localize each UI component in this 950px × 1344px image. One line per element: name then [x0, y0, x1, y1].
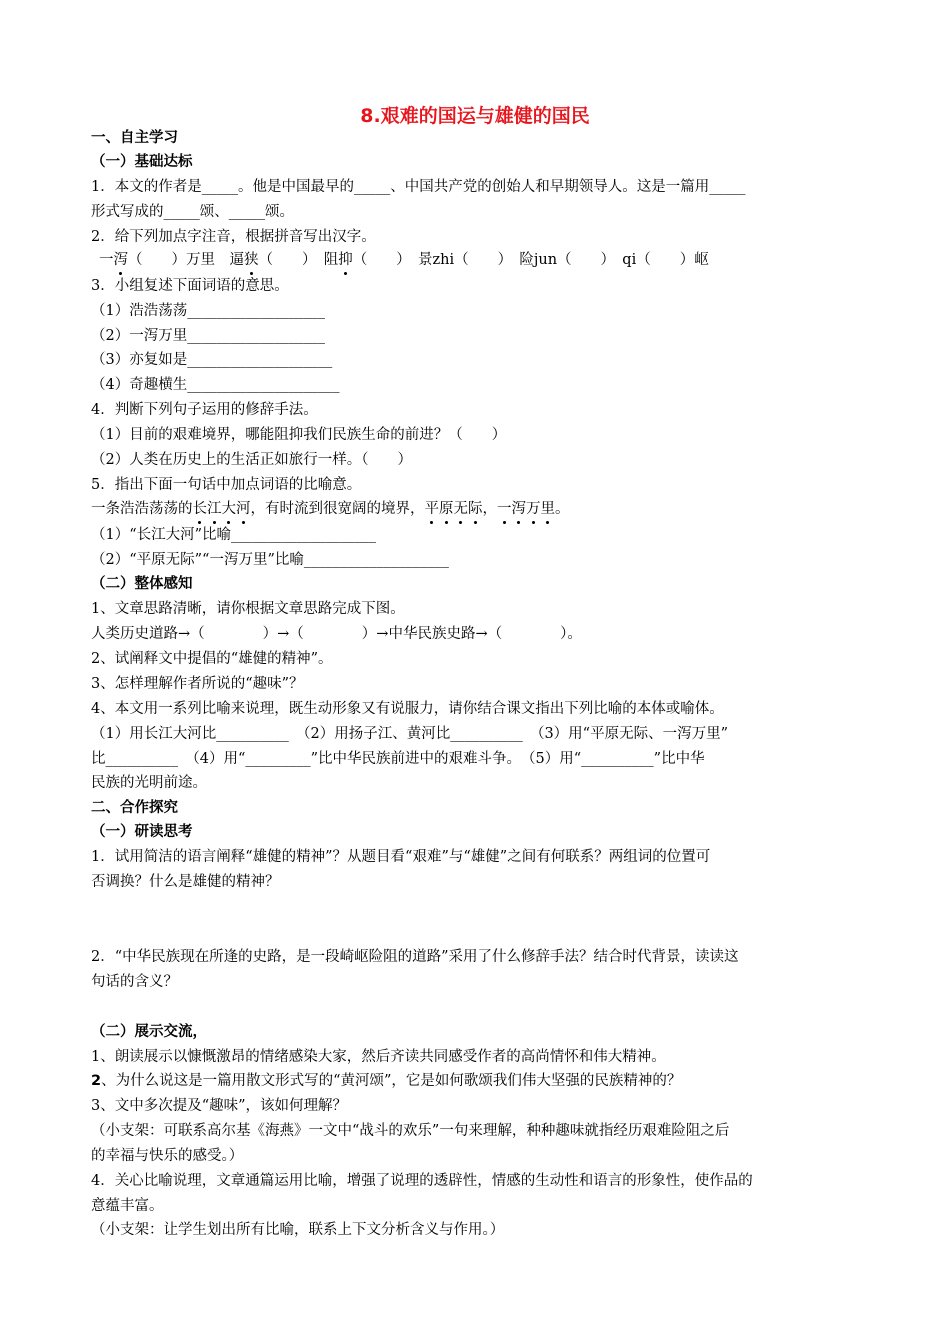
word-text: 一 [99, 252, 114, 268]
word-text: （ ） [258, 252, 324, 268]
question-3-item-4: （4）奇趣横生_____________________ [91, 377, 340, 393]
dotted-char: 一 [497, 501, 512, 517]
exchange-item-4-line-1: 4．关心比喻说理，文章通篇运用比喻，增强了说理的透辟性，情感的生动性和语言的形象性，使作品的 [91, 1173, 753, 1189]
dotted-char: 大 [221, 501, 236, 517]
sentence-text: ， [482, 501, 497, 517]
overall-question-3: 3、怎样理解作者所说的“趣味”？ [91, 676, 304, 692]
study-question-2-line-2: 句话的含义？ [91, 974, 178, 990]
question-5-item-2: （2）“平原无际”“一泻万里”比喻____________________ [91, 552, 449, 568]
overall-question-4: 4、本文用一系列比喻来说理，既生动形象又有说服力，请你结合课文指出下列比喻的本体或喻体。 [91, 701, 724, 717]
exchange-item-3-note-line-1: （小支架：可联系高尔基《海燕》一文中“战斗的欢乐”一句来理解，种种趣味就指经历艰难险阻之后 [91, 1123, 730, 1139]
question-2: 2．给下列加点字注音，根据拼音写出汉字。 [91, 229, 376, 245]
word-text: （ ）万里 [128, 252, 230, 268]
dotted-char: 河 [236, 501, 251, 517]
dotted-char: 万 [526, 501, 541, 517]
study-question-1-line-1: 1．试用简洁的语言阐释“雄健的精神”？从题目看“艰难”与“雄健”之间有何联系？两组词的位置可 [91, 849, 711, 865]
word-text: 逼 [229, 252, 244, 268]
word-text: （ ） 景zhi（ ） 险jun（ ） qi（ ）岖 [352, 252, 709, 268]
exchange-item-4-line-2: 意蕴丰富。 [91, 1198, 164, 1214]
question-3: 3．小组复述下面词语的意思。 [91, 278, 289, 294]
question-4-item-2: （2）人类在历史上的生活正如旅行一样。（ ） [91, 452, 412, 468]
exchange-item-2 [91, 1071, 866, 1091]
question-3-item-3: （3）亦复如是____________________ [91, 352, 333, 368]
question-5-item-1: （1）“长江大河”比喻____________________ [91, 527, 377, 543]
dotted-char: 际 [468, 501, 483, 517]
exchange-item-3: 3、文中多次提及“趣味”，该如何理解？ [91, 1098, 348, 1114]
dotted-char: 原 [439, 501, 454, 517]
dotted-char: 狭 [244, 252, 259, 268]
subsection-heading-exchange: （二）展示交流， [91, 1024, 207, 1040]
exchange-item-3-note-line-2: 的幸福与快乐的感受。） [91, 1148, 244, 1164]
item-number: 2 [91, 1073, 102, 1089]
subsection-heading-study: （一）研读思考 [91, 824, 193, 840]
dotted-char: 抑 [338, 252, 353, 268]
study-question-1-line-2: 否调换？什么是雄健的精神？ [91, 874, 280, 890]
dotted-char: 泻 [113, 252, 128, 268]
question-3-item-2: （2）一泻万里___________________ [91, 328, 325, 344]
dotted-char: 里 [540, 501, 555, 517]
overall-question-2: 2、试阐释文中提倡的“雄健的精神”。 [91, 651, 333, 667]
section-heading-1: 一、自主学习 [91, 130, 178, 146]
question-2-items [99, 250, 874, 270]
question-1-line-1: 1．本文的作者是_____。他是中国最早的_____、中国共产党的创始人和早期领导人。这是一篇用_____ [91, 179, 746, 195]
overall-question-4-line-3: 民族的光明前途。 [91, 775, 207, 791]
sentence-text: 。 [555, 501, 570, 517]
exchange-item-1: 1、朗读展示以慷慨激昂的情绪感染大家，然后齐读共同感受作者的高尚情怀和伟大精神。 [91, 1049, 666, 1065]
dotted-phrase [497, 501, 555, 517]
question-4-item-1: （1）目前的艰难境界，哪能阻抑我们民族生命的前进？（ ） [91, 427, 507, 443]
dotted-char: 长 [192, 501, 207, 517]
exchange-item-4-note: （小支架：让学生划出所有比喻，联系上下文分析含义与作用。） [91, 1222, 505, 1238]
page-title: 8.艰难的国运与雄健的国民 [360, 105, 590, 127]
dotted-phrase [425, 501, 483, 517]
overall-flow-diagram: 人类历史道路→（ ）→（ ）→中华民族史路→（ ）。 [91, 626, 582, 642]
subsection-heading-overall: （二）整体感知 [91, 576, 193, 592]
dotted-char: 江 [207, 501, 222, 517]
overall-question-4-line-1: （1）用长江大河比__________ （2）用扬子江、黄河比__________ （3）用“平原无际、一泻万里” [91, 726, 728, 742]
sentence-text: ，有时流到很宽阔的境界， [250, 501, 425, 517]
question-5-sentence [91, 499, 866, 519]
subsection-heading-basic: （一）基础达标 [91, 154, 193, 170]
word-text: 阻 [323, 252, 339, 268]
sentence-text: 一条浩浩荡荡的 [91, 501, 193, 517]
question-1-line-2: 形式写成的_____颂、_____颂。 [91, 204, 294, 220]
dotted-phrase [193, 501, 251, 517]
overall-question-1: 1、文章思路清晰，请你根据文章思路完成下图。 [91, 601, 405, 617]
overall-question-4-line-2: 比__________ （4）用“_________”比中华民族前进中的艰难斗争。 （5）用“__________”比中华 [91, 751, 705, 767]
study-question-2-line-1: 2．“中华民族现在所逢的史路，是一段崎岖险阻的道路”采用了什么修辞手法？结合时代背景，读读这 [91, 949, 739, 965]
question-4: 4．判断下列句子运用的修辞手法。 [91, 402, 318, 418]
question-5: 5．指出下面一句话中加点词语的比喻意。 [91, 477, 362, 493]
dotted-char: 泻 [511, 501, 526, 517]
dotted-char: 无 [453, 501, 468, 517]
question-3-item-1: （1）浩浩荡荡___________________ [91, 303, 325, 319]
dotted-char: 平 [424, 501, 439, 517]
item-text: 、为什么说这是一篇用散文形式写的“黄河颂”，它是如何歌颂我们伟大坚强的民族精神的？ [101, 1073, 682, 1089]
section-heading-2: 二、合作探究 [91, 800, 178, 816]
